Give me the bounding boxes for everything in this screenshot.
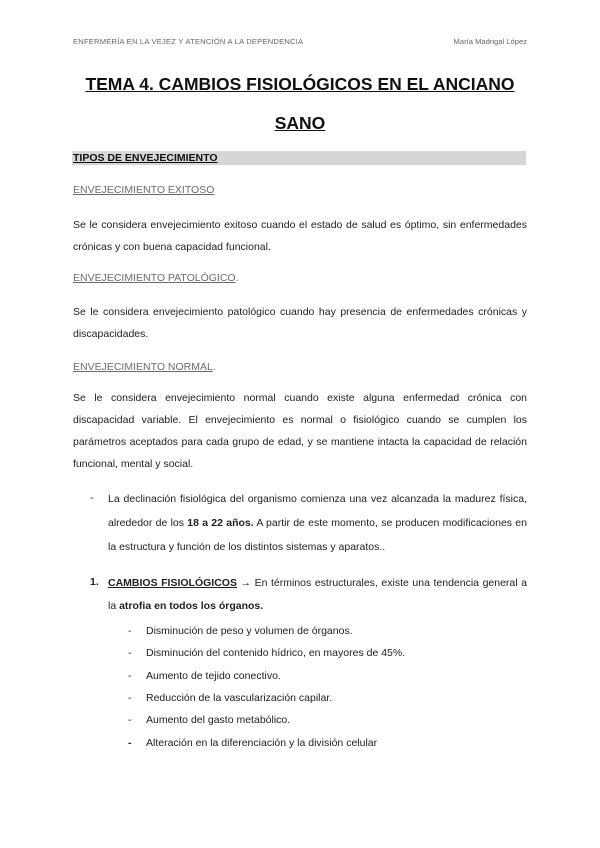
bullet-text-b: A partir de este momento, se producen modificaciones en la estructura y función de los distintos sistemas y aparatos..	[108, 517, 527, 553]
cambios-bold: atrofia en todos los órganos.	[119, 600, 264, 612]
paragraph-exitoso: Se le considera envejecimiento exitoso cuando el estado de salud es óptimo, sin enfermedades crónicas y con buena capacidad funcional.	[73, 219, 527, 253]
heading-normal-text: ENVEJECIMIENTO NORMAL	[73, 361, 213, 373]
section-heading: TIPOS DE ENVEJECIMIENTO	[73, 152, 218, 164]
list-item-text: Disminución de peso y volumen de órganos.	[146, 625, 353, 637]
list-number: 1.	[90, 576, 99, 588]
list-item: - Alteración en la diferenciación y la división celular	[128, 737, 378, 749]
cambios-text-a: → En términos estructurales, existe una tendencia general a la	[108, 577, 527, 612]
heading-patologico	[73, 272, 239, 284]
list-item-text: Reducción de la vascularización capilar.	[146, 692, 333, 704]
heading-normal	[73, 361, 216, 373]
heading-normal-punct: .	[212, 361, 216, 373]
list-item: - Aumento del gasto metabólico.	[128, 714, 291, 726]
paragraph-patologico: Se le considera envejecimiento patológico cuando hay presencia de enfermedades crónicas y discapacidades.	[73, 306, 527, 340]
list-item-text: Aumento del gasto metabólico.	[146, 714, 291, 726]
list-item: - Disminución del contenido hídrico, en mayores de 45%.	[128, 647, 406, 659]
list-item: - Aumento de tejido conectivo.	[128, 670, 281, 682]
heading-exitoso: ENVEJECIMIENTO EXITOSO	[73, 184, 215, 196]
cambios-keyword: CAMBIOS FISIOLÓGICOS	[108, 577, 237, 589]
header-author: María Madrigal López	[453, 37, 527, 46]
heading-patologico-text: ENVEJECIMIENTO PATOLÓGICO	[73, 272, 236, 284]
bullet-dash: -	[90, 492, 94, 504]
bullet-text-a: La declinación fisiológica del organismo comienza una vez alcanzada la madurez física, alrededor de los	[108, 493, 527, 529]
heading-patologico-punct: .	[235, 272, 239, 284]
page-title-line2: SANO	[274, 113, 326, 133]
section-heading-bar	[72, 151, 526, 165]
header-course: ENFERMERÍA EN LA VEJEZ Y ATENCIÓN A LA DEPENDENCIA	[73, 37, 304, 46]
list-item-text: Disminución del contenido hídrico, en mayores de 45%.	[146, 647, 406, 659]
bullet-paragraph	[108, 487, 527, 559]
list-item: - Reducción de la vascularización capilar.	[128, 692, 333, 704]
bullet-bold: 18 a 22 años.	[187, 517, 254, 529]
paragraph-normal: Se le considera envejecimiento normal cuando existe alguna enfermedad crónica con discapacidad variable. El envejecimiento es normal o fisiológico cuando se cumplen los parámetros aceptados para cada grupo de edad, y se mantiene intacta la capacidad de relación funcional, mental y social.	[73, 392, 527, 470]
page-title: TEMA 4. CAMBIOS FISIOLÓGICOS EN EL ANCIANO	[85, 74, 515, 94]
cambios-paragraph	[108, 572, 527, 618]
list-item: - Disminución de peso y volumen de órganos.	[128, 625, 353, 637]
list-item-text: Aumento de tejido conectivo.	[146, 670, 281, 682]
list-item-text: Alteración en la diferenciación y la división celular	[146, 737, 378, 749]
